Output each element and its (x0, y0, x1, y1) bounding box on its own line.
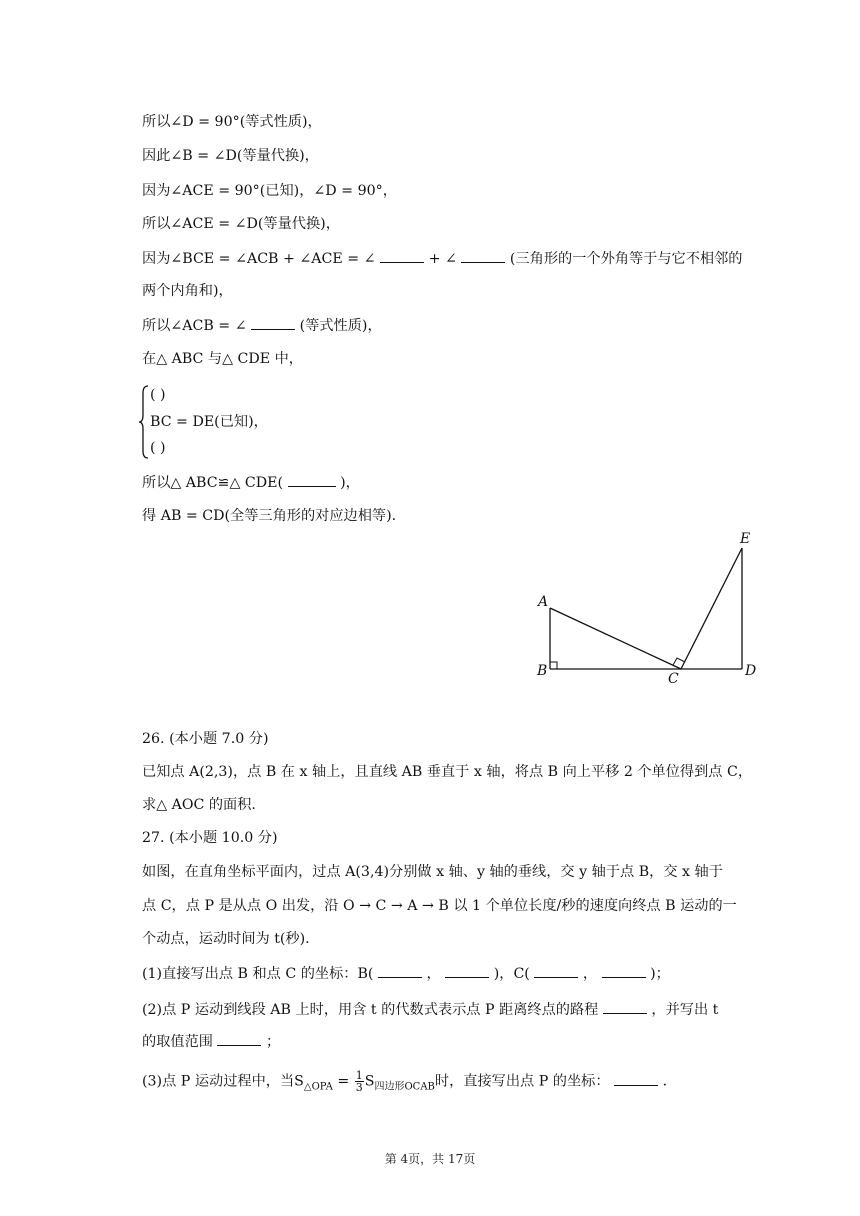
q27-part-1-comma1: ， (426, 966, 441, 982)
q27-part-1-e: )； (650, 966, 670, 982)
answer-blank-b-x[interactable] (378, 963, 422, 978)
q27-header: 27. (本小题 10.0 分) (142, 830, 278, 846)
condition-row-2: BC = DE(已知)， (150, 414, 268, 430)
segment-ac (550, 608, 681, 669)
condition-row-1[interactable]: ( ) (150, 387, 166, 403)
answer-blank-4[interactable] (288, 472, 336, 487)
q27-part-3-d: . (662, 1073, 668, 1090)
q27-part-1 (142, 963, 670, 984)
proof-line-5-a: 因为∠BCE = ∠ACB + ∠ACE = ∠ (142, 251, 376, 267)
q27-part-2-b: ，并写出 t (651, 1002, 719, 1018)
segment-ce (681, 548, 742, 669)
answer-blank-1[interactable] (380, 248, 424, 263)
page-footer: 第 4页，共 17页 (384, 1152, 476, 1166)
q26-header: 26. (本小题 7.0 分) (142, 731, 269, 747)
proof-line-9 (142, 472, 360, 493)
fraction-denominator: 3 (355, 1081, 363, 1094)
answer-blank-3[interactable] (251, 315, 295, 330)
proof-line-7-a: 所以∠ACB = ∠ (142, 318, 247, 334)
q27-part-2 (142, 999, 718, 1020)
q27-part-2-a: (2)点 P 运动到线段 AB 上时，用含 t 的代数式表示点 P 距离终点的路程 (142, 1002, 599, 1018)
answer-blank-range[interactable] (217, 1031, 261, 1046)
label-d: D (745, 663, 757, 679)
answer-blank-b-y[interactable] (445, 963, 489, 978)
q27-part-3-s: S (364, 1073, 375, 1090)
q27-line-3: 个动点，运动时间为 t(秒). (142, 931, 310, 947)
proof-line-9-b: )， (340, 475, 360, 491)
proof-line-8: 在△ ABC 与△ CDE 中， (142, 351, 303, 367)
proof-line-6: 两个内角和)， (142, 283, 233, 299)
fraction-one-third (355, 1070, 364, 1093)
condition-row-3[interactable]: ( ) (150, 440, 166, 456)
answer-blank-distance[interactable] (603, 999, 647, 1014)
q27-line-2: 点 C，点 P 是从点 O 出发，沿 O → C → A → B 以 1 个单位长度/秒的速度向终点 B 运动的一 (142, 898, 737, 914)
left-brace-icon (138, 383, 150, 461)
q27-part-1-c: )，C( (493, 966, 530, 982)
proof-line-2: 因此∠B = ∠D(等量代换)， (142, 148, 319, 164)
answer-blank-c-y[interactable] (602, 963, 646, 978)
q27-part-3-sub-opa: △OPA (303, 1081, 333, 1093)
q27-line-1: 如图，在直角坐标平面内，过点 A(3,4)分别做 x 轴、y 轴的垂线，交 y 轴于点 B，交 x 轴于 (142, 864, 723, 880)
label-b: B (537, 663, 548, 679)
right-angle-mark-c (673, 658, 684, 665)
q27-part-3 (142, 1070, 667, 1097)
answer-blank-p-coord[interactable] (614, 1071, 658, 1086)
answer-blank-2[interactable] (461, 248, 505, 263)
q26-line-1: 已知点 A(2,3)，点 B 在 x 轴上，且直线 AB 垂直于 x 轴，将点 B 向上平移 2 个单位得到点 C， (142, 764, 753, 780)
right-angle-mark-b (550, 662, 557, 669)
label-c: C (668, 671, 679, 683)
q27-part-3-sub-ocab: 四边形OCAB (374, 1081, 435, 1093)
answer-blank-c-x[interactable] (534, 963, 578, 978)
q27-part-3-a: (3)点 P 运动过程中，当S (142, 1073, 304, 1090)
q27-part-3-eq: = (332, 1073, 354, 1090)
proof-line-9-a: 所以△ ABC≌△ CDE( (142, 475, 284, 491)
q27-part-3-c: 时，直接写出点 P 的坐标： (434, 1073, 610, 1090)
proof-line-7-b: (等式性质)， (299, 318, 382, 334)
proof-line-5 (142, 248, 742, 269)
q26-line-2: 求△ AOC 的面积. (142, 797, 256, 813)
q27-part-2-d: ； (265, 1034, 281, 1050)
proof-line-10: 得 AB = CD(全等三角形的对应边相等). (142, 508, 397, 524)
proof-line-5-c: (三角形的一个外角等于与它不相邻的 (509, 251, 743, 267)
fraction-numerator: 1 (355, 1069, 363, 1082)
q27-part-2-cont (142, 1031, 280, 1052)
q27-part-1-comma2: ， (582, 966, 598, 982)
proof-line-1: 所以∠D = 90°(等式性质)， (142, 114, 322, 130)
label-e: E (740, 531, 751, 547)
condition-brace-block (138, 383, 338, 461)
geometry-figure (528, 528, 758, 683)
q27-part-1-a: (1)直接写出点 B 和点 C 的坐标：B( (142, 966, 374, 982)
proof-line-3: 因为∠ACE = 90°(已知)，∠D = 90°， (142, 183, 397, 199)
proof-line-7 (142, 315, 382, 336)
proof-line-4: 所以∠ACE = ∠D(等量代换)， (142, 216, 340, 232)
q27-part-2-c: 的取值范围 (142, 1034, 213, 1050)
label-a: A (538, 594, 549, 610)
proof-line-5-b: + ∠ (428, 251, 457, 267)
